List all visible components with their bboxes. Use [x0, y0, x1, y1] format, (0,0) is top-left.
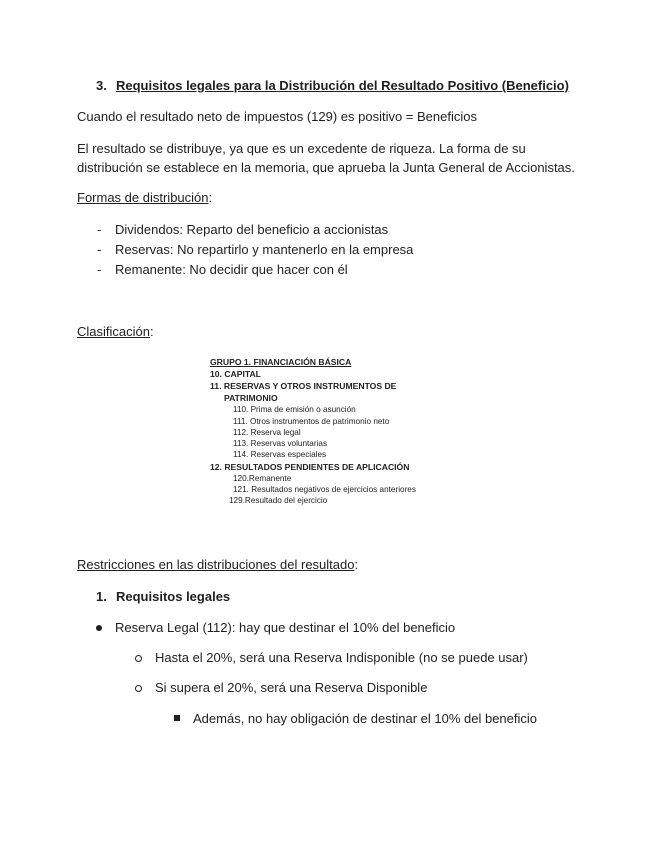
list-item-remanente: Remanente: No decidir que hacer con él [115, 262, 348, 277]
restricciones-heading [77, 557, 358, 572]
requisitos-number: 1. [96, 589, 107, 604]
subsub-item-ademas: Además, no hay obligación de destinar el 10% del beneficio [193, 711, 538, 726]
dash-marker: - [97, 222, 102, 237]
square-bullet-icon [174, 715, 180, 721]
dash-marker: - [97, 262, 102, 277]
grupo-line: 11. RESERVAS Y OTROS INSTRUMENTOS DE [210, 381, 397, 391]
paragraph-distribution-line1: El resultado se distribuye, ya que es un excedente de riqueza. La forma de su [77, 141, 526, 156]
paragraph-result: Cuando el resultado neto de impuestos (129) es positivo = Beneficios [77, 109, 477, 124]
formas-colon: : [208, 190, 213, 205]
grupo-line: PATRIMONIO [224, 393, 278, 403]
circle-bullet-icon [135, 655, 142, 662]
sub-item-hasta-20: Hasta el 20%, será una Reserva Indisponible (no se puede usar) [155, 650, 528, 665]
clasificacion-heading [77, 324, 154, 339]
formas-heading [77, 190, 212, 205]
grupo-line: 110. Prima de emisión o asunción [233, 405, 356, 414]
reserva-legal-item: Reserva Legal (112): hay que destinar el 10% del beneficio [115, 620, 456, 635]
disc-bullet-icon [96, 625, 102, 631]
grupo-line: 120.Remanente [233, 474, 292, 483]
grupo-line: 113. Reservas voluntarias [233, 439, 328, 448]
circle-bullet-icon [135, 685, 142, 692]
clasificacion-colon: : [149, 324, 154, 339]
grupo-line: 121. Resultados negativos de ejercicios anteriores [233, 485, 416, 494]
grupo-title: GRUPO 1. FINANCIACIÓN BÁSICA [210, 357, 352, 367]
grupo-line: 10. CAPITAL [210, 369, 261, 379]
restricciones-colon: : [354, 557, 359, 572]
grupo-line: 114. Reservas especiales [233, 450, 327, 459]
list-item-dividendos: Dividendos: Reparto del beneficio a accionistas [115, 222, 389, 237]
dash-marker: - [97, 242, 102, 257]
grupo-line: 129.Resultado del ejercicio [229, 496, 328, 505]
clasificacion-label: Clasificación [77, 324, 150, 339]
grupo-line: 112. Reserva legal [233, 428, 301, 437]
heading-title: Requisitos legales para la Distribución del Resultado Positivo (Beneficio) [116, 78, 569, 93]
sub-item-supera-20: Si supera el 20%, será una Reserva Disponible [155, 680, 428, 695]
grupo-line: 111. Otros instrumentos de patrimonio neto [233, 417, 390, 426]
account-group-image [203, 350, 453, 512]
restricciones-label: Restricciones en las distribuciones del resultado [77, 557, 355, 572]
formas-label: Formas de distribución [77, 190, 209, 205]
paragraph-distribution-line2: distribución se establece en la memoria, que aprueba la Junta General de Accionistas. [77, 160, 575, 175]
heading-number: 3. [96, 78, 107, 93]
list-item-reservas: Reservas: No repartirlo y mantenerlo en la empresa [115, 242, 414, 257]
requisitos-title: Requisitos legales [116, 589, 231, 604]
grupo-line: 12. RESULTADOS PENDIENTES DE APLICACIÓN [210, 462, 410, 472]
